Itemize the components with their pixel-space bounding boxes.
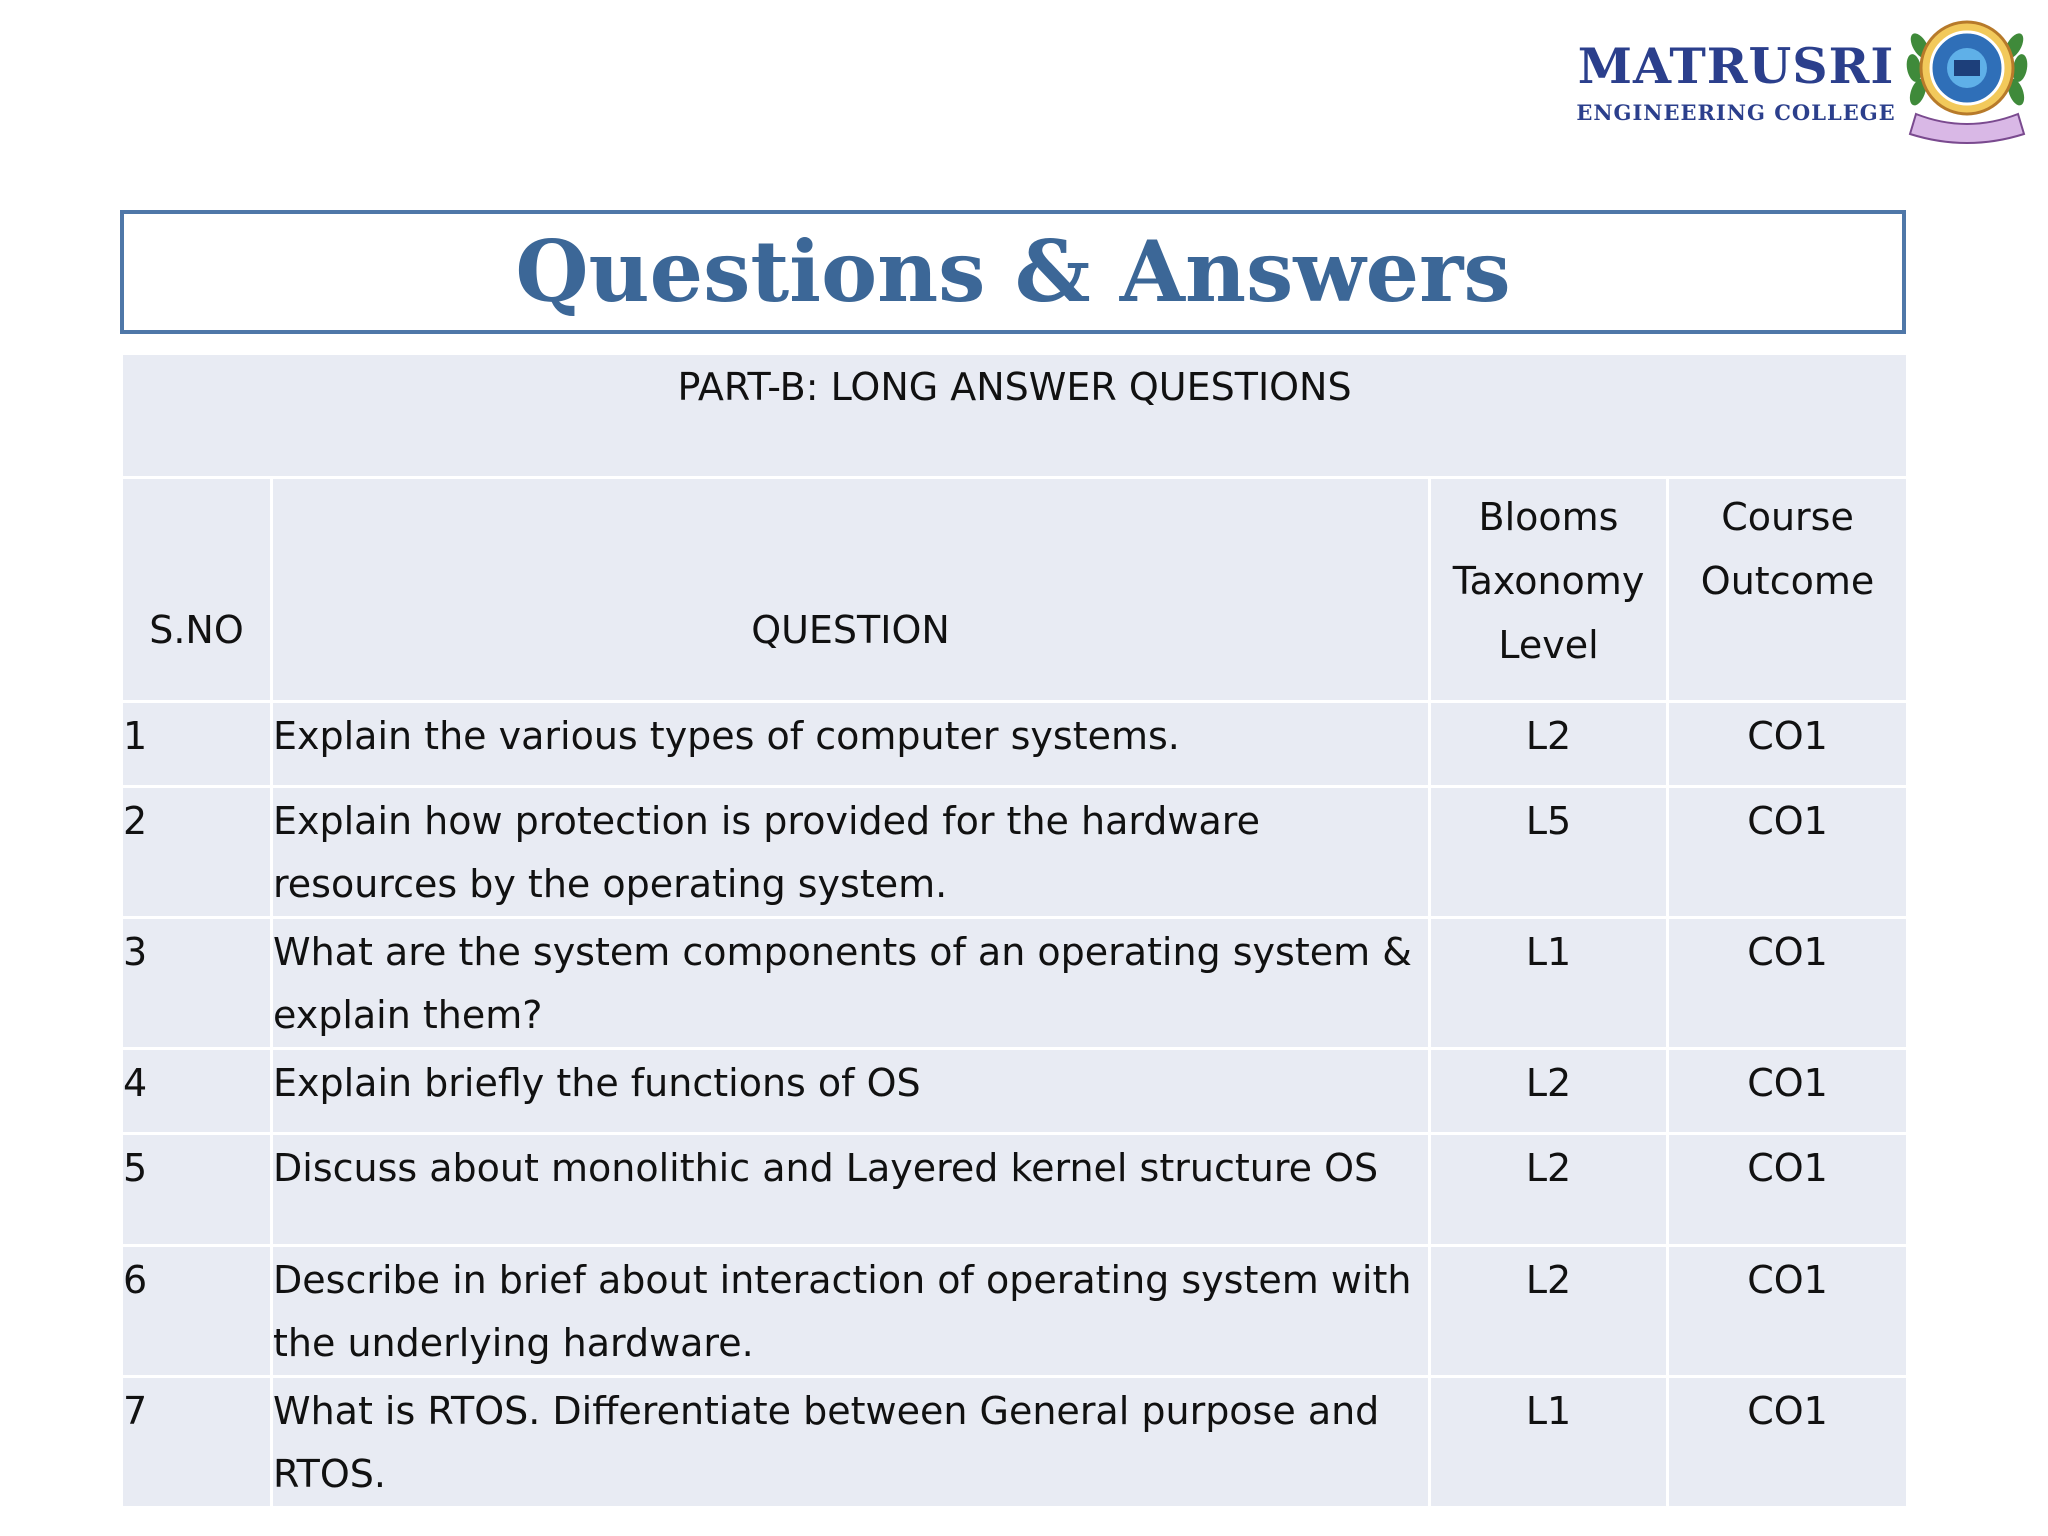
college-logo xyxy=(1570,6,2030,146)
row-level: L1 xyxy=(1430,1377,1668,1508)
title-box xyxy=(120,210,1906,334)
row-sno: 6 xyxy=(122,1246,272,1377)
college-seal-icon xyxy=(1902,6,2032,146)
table-row xyxy=(122,702,1908,787)
row-outcome: CO1 xyxy=(1668,787,1908,918)
table-row xyxy=(122,1377,1908,1508)
table-header-row xyxy=(122,478,1908,702)
header-course-outcome xyxy=(1668,478,1908,702)
row-level: L1 xyxy=(1430,918,1668,1049)
row-question: Explain briefly the functions of OS xyxy=(272,1049,1430,1134)
row-question: Discuss about monolithic and Layered kernel structure OS xyxy=(272,1134,1430,1246)
row-outcome: CO1 xyxy=(1668,1134,1908,1246)
row-question: What is RTOS. Differentiate between General purpose and RTOS. xyxy=(272,1377,1430,1508)
row-outcome: CO1 xyxy=(1668,702,1908,787)
row-question: Explain the various types of computer systems. xyxy=(272,702,1430,787)
row-sno: 5 xyxy=(122,1134,272,1246)
table-row xyxy=(122,1246,1908,1377)
row-outcome: CO1 xyxy=(1668,918,1908,1049)
header-question: QUESTION xyxy=(272,478,1430,702)
header-course-line1: Course xyxy=(1721,495,1854,539)
header-blooms-level xyxy=(1430,478,1668,702)
row-outcome: CO1 xyxy=(1668,1049,1908,1134)
table-row xyxy=(122,1134,1908,1246)
table-row xyxy=(122,787,1908,918)
page-title: Questions & Answers xyxy=(515,222,1511,321)
row-sno: 7 xyxy=(122,1377,272,1508)
header-blooms-line3: Level xyxy=(1498,623,1599,667)
logo-text xyxy=(1570,36,1902,130)
row-question: Explain how protection is provided for the hardware resources by the operating system. xyxy=(272,787,1430,918)
questions-table xyxy=(120,352,1909,1509)
table-row xyxy=(122,1049,1908,1134)
row-sno: 2 xyxy=(122,787,272,918)
row-level: L2 xyxy=(1430,1049,1668,1134)
table-row xyxy=(122,918,1908,1049)
row-level: L5 xyxy=(1430,787,1668,918)
header-sno: S.NO xyxy=(122,478,272,702)
logo-name: MATRUSRI xyxy=(1577,37,1895,95)
row-level: L2 xyxy=(1430,702,1668,787)
header-blooms-line2: Taxonomy xyxy=(1452,559,1645,603)
table-caption: PART-B: LONG ANSWER QUESTIONS xyxy=(122,354,1908,478)
header-blooms-line1: Blooms xyxy=(1478,495,1619,539)
row-level: L2 xyxy=(1430,1134,1668,1246)
logo-subtitle: ENGINEERING COLLEGE xyxy=(1576,100,1896,125)
row-sno: 4 xyxy=(122,1049,272,1134)
row-outcome: CO1 xyxy=(1668,1377,1908,1508)
row-sno: 3 xyxy=(122,918,272,1049)
row-outcome: CO1 xyxy=(1668,1246,1908,1377)
row-level: L2 xyxy=(1430,1246,1668,1377)
row-question: What are the system components of an operating system & explain them? xyxy=(272,918,1430,1049)
row-sno: 1 xyxy=(122,702,272,787)
row-question: Describe in brief about interaction of operating system with the underlying hardware. xyxy=(272,1246,1430,1377)
header-course-line2: Outcome xyxy=(1700,559,1875,603)
